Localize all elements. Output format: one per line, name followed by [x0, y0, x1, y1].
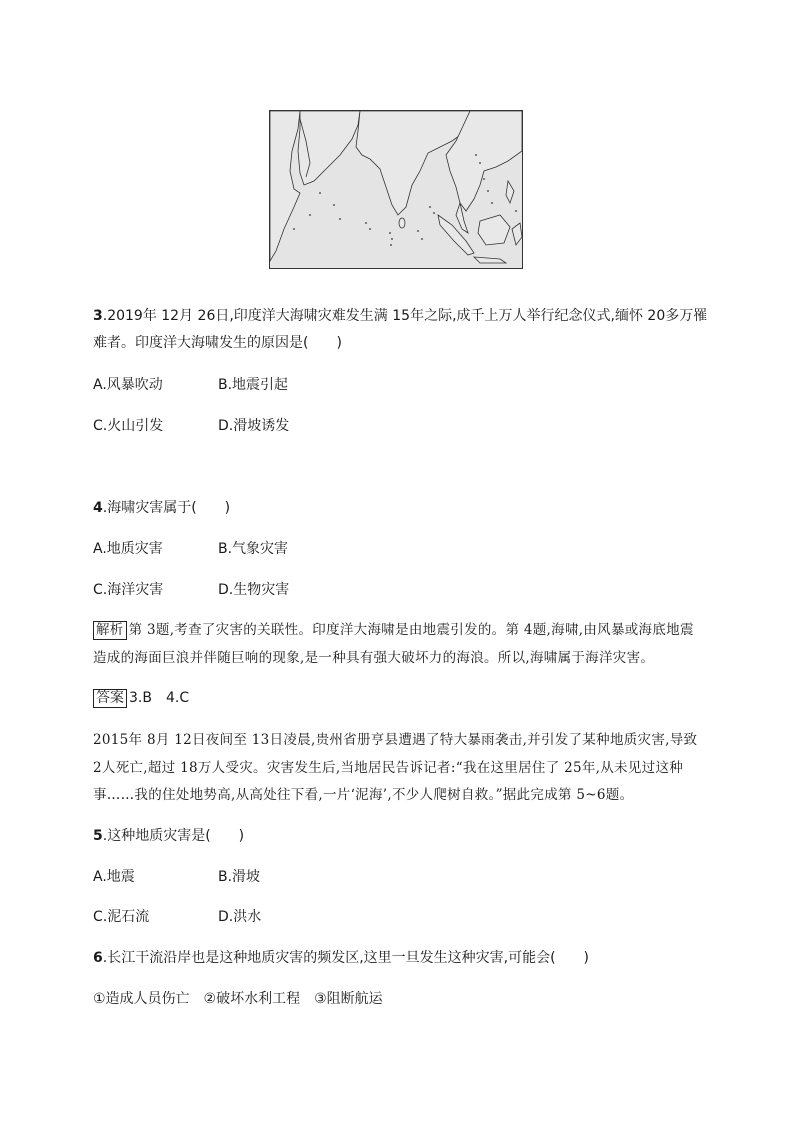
answer-line — [93, 688, 189, 708]
q5-stem — [93, 826, 244, 846]
passage-line2: 2人死亡,超过 18万人受灾。灾害发生后,当地居民告诉记者:“我在这里居住了 25年,从未见过这种 — [93, 760, 684, 776]
q5-number: 5 — [93, 828, 103, 844]
analysis-line1 — [93, 620, 694, 640]
q3-option-a[interactable]: A.风暴吹动 — [93, 377, 163, 393]
q3-number: 3 — [93, 308, 103, 324]
q5-option-c[interactable]: C.泥石流 — [93, 909, 150, 925]
map-svg — [270, 111, 522, 268]
q3-stem-line1 — [93, 306, 707, 326]
q3-option-b[interactable]: B.地震引起 — [218, 377, 289, 393]
q5-option-d[interactable]: D.洪水 — [218, 909, 262, 925]
q4-stem — [93, 498, 230, 518]
passage-line3: 事……我的住处地势高,从高处往下看,一片‘泥海’,不少人爬树自救。”据此完成第 5~6题。 — [93, 787, 634, 803]
q3-option-d[interactable]: D.滑坡诱发 — [218, 418, 290, 434]
analysis-line2: 造成的海面巨浪并伴随巨响的现象,是一种具有强大破坏力的海浪。所以,海啸属于海洋灾害。 — [93, 650, 655, 666]
analysis-text-1: 第 3题,考查了灾害的关联性。印度洋大海啸是由地震引发的。第 4题,海啸,由风暴或海底地震 — [128, 622, 694, 638]
q4-option-d[interactable]: D.生物灾害 — [218, 582, 290, 598]
map-figure — [269, 110, 523, 269]
q6-number: 6 — [93, 950, 103, 966]
q5-stem-text: .这种地质灾害是( ) — [102, 828, 245, 844]
q6-items: ①造成人员伤亡 ②破坏水利工程 ③阻断航运 — [93, 991, 383, 1007]
passage-line1: 2015年 8月 12日夜间至 13日凌晨,贵州省册亨县遭遇了特大暴雨袭击,并引发了某种地质灾害,导致 — [93, 732, 698, 748]
answer-tag: 答案 — [93, 689, 127, 708]
q3-option-c[interactable]: C.火山引发 — [93, 418, 164, 434]
q4-option-c[interactable]: C.海洋灾害 — [93, 582, 164, 598]
q4-option-b[interactable]: B.气象灾害 — [218, 541, 289, 557]
q5-option-b[interactable]: B.滑坡 — [218, 869, 261, 885]
q3-stem-line2: 难者。印度洋大海啸发生的原因是( ) — [93, 335, 342, 351]
q4-stem-text: .海啸灾害属于( ) — [102, 500, 231, 516]
q6-stem — [93, 948, 589, 968]
q3-stem-text: .2019年 12月 26日,印度洋大海啸灾难发生满 15年之际,成千上万人举行纪念仪式,缅怀 20多万罹 — [102, 308, 708, 324]
analysis-tag: 解析 — [93, 621, 127, 640]
q4-number: 4 — [93, 500, 103, 516]
q5-option-a[interactable]: A.地震 — [93, 869, 135, 885]
q6-stem-text: .长江干流沿岸也是这种地质灾害的频发区,这里一旦发生这种灾害,可能会( ) — [102, 950, 590, 966]
q4-option-a[interactable]: A.地质灾害 — [93, 541, 163, 557]
answer-text: 3.B 4.C — [129, 690, 190, 706]
